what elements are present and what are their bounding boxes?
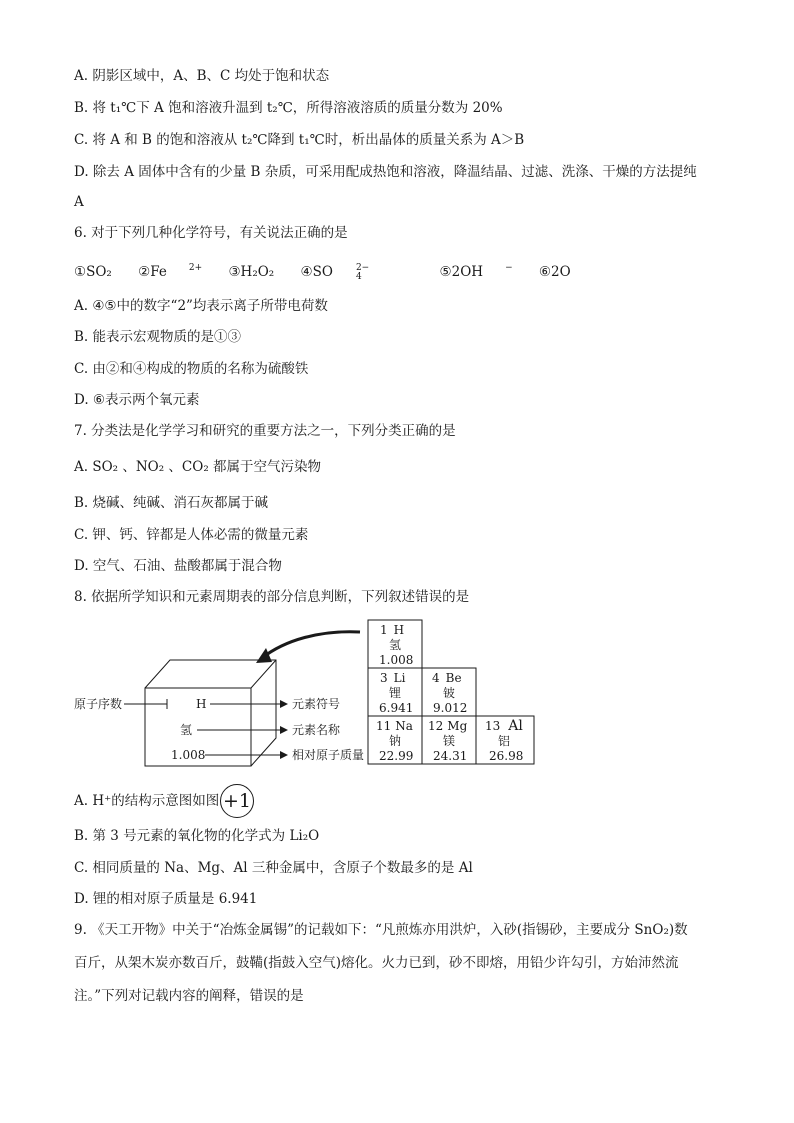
q6-option-b: B. 能表示宏观物质的是①③: [74, 329, 242, 345]
svg-text:3Li: 3 Li: [380, 671, 406, 685]
svg-text:9.012: 9.012: [433, 701, 468, 715]
label-element-symbol: 元素符号: [292, 697, 341, 711]
q8-option-a: A. H⁺的结构示意图如图: [74, 793, 220, 809]
svg-text:24.31: 24.31: [433, 749, 468, 763]
svg-text:氢: 氢: [389, 638, 402, 652]
cell-hydrogen: [379, 623, 413, 667]
q7-option-a: A. SO₂ 、NO₂ 、CO₂ 都属于空气污染物: [74, 459, 322, 475]
svg-text:锂: 锂: [389, 686, 402, 700]
svg-text:12Mg: 12 Mg: [428, 719, 468, 733]
svg-text:1.008: 1.008: [379, 653, 414, 667]
label-atomic-number: 原子序数: [74, 697, 123, 711]
svg-text:13Al: 13 Al: [485, 718, 523, 734]
svg-text:6.941: 6.941: [379, 701, 414, 715]
symbol-h2o2: ③H₂O₂: [228, 264, 275, 280]
hydrogen-ion-structure-diagram: +1: [220, 784, 254, 818]
cell-magnesium: [428, 719, 468, 763]
q7-option-d: D. 空气、石油、盐酸都属于混合物: [74, 558, 282, 574]
svg-text:11Na: 11 Na: [376, 719, 413, 733]
q7-stem: 7. 分类法是化学学习和研究的重要方法之一，下列分类正确的是: [74, 423, 456, 439]
q7-option-b: B. 烧碱、纯碱、消石灰都属于碱: [74, 495, 269, 511]
q8-stem: 8. 依据所学知识和元素周期表的部分信息判断，下列叙述错误的是: [74, 589, 470, 605]
q5-option-d: D. 除去 A 固体中含有的少量 B 杂质，可采用配成热饱和溶液，降温结晶、过滤、洗涤、干燥的方法提纯: [74, 164, 697, 180]
q6-stem: 6. 对于下列几种化学符号，有关说法正确的是: [74, 225, 348, 241]
svg-text:钠: 钠: [389, 734, 402, 748]
q7-option-c: C. 钾、钙、锌都是人体必需的微量元素: [74, 527, 309, 543]
q6-option-a: A. ④⑤中的数字“2”均表示离子所带电荷数: [74, 298, 328, 314]
symbol-so2: ①SO₂: [74, 264, 112, 280]
svg-text:铍: 铍: [443, 686, 456, 700]
symbol-fe-ion: ②Fe $^{2+}$: [138, 263, 203, 280]
svg-text:铝: 铝: [498, 734, 511, 748]
periodic-table-figure: [0, 610, 794, 780]
svg-text:4Be: 4 Be: [432, 671, 462, 685]
q5-option-a: A. 阴影区域中，A、B、C 均处于饱和状态: [74, 68, 330, 84]
q5-option-d-continued: A: [74, 194, 84, 210]
cube-mass: 1.008: [171, 748, 206, 762]
q8-option-d: D. 锂的相对原子质量是 6.941: [74, 891, 258, 907]
symbol-sulfate-ion: ④SO 2− 4: [300, 262, 370, 282]
svg-text:26.98: 26.98: [489, 749, 524, 763]
curved-arrow-icon: [262, 632, 360, 658]
cell-aluminum: [485, 718, 523, 763]
q5-option-b: B. 将 t₁℃下 A 饱和溶液升温到 t₂℃，所得溶液溶质的质量分数为 20%: [74, 100, 503, 116]
q6-symbol-row: [74, 259, 593, 282]
q9-line-3: 注。”下列对记载内容的阐释，错误的是: [74, 988, 304, 1004]
q6-option-d: D. ⑥表示两个氧元素: [74, 392, 200, 408]
symbol-hydroxide: ⑤2OH −: [439, 263, 513, 280]
label-element-name: 元素名称: [292, 723, 341, 737]
svg-text:1H: 1 H: [380, 623, 405, 637]
cell-beryllium: [432, 671, 467, 715]
cell-sodium: [376, 719, 413, 763]
cube-symbol: H: [196, 697, 207, 711]
q9-line-2: 百斤，从架木炭亦数百斤，鼓鞴(指鼓入空气)熔化。火力已到，砂不即熔，用铅少许勾引，方始沛然流: [74, 955, 679, 971]
q8-option-c: C. 相同质量的 Na、Mg、Al 三种金属中，含原子个数最多的是 Al: [74, 860, 473, 876]
symbol-2o: ⑥2O: [538, 264, 571, 280]
cube-name: 氢: [180, 723, 193, 737]
q8-option-b: B. 第 3 号元素的氧化物的化学式为 Li₂O: [74, 828, 320, 844]
element-cube-diagram: [145, 660, 276, 766]
label-relative-atomic-mass: 相对原子质量: [292, 748, 365, 762]
q6-option-c: C. 由②和④构成的物质的名称为硫酸铁: [74, 361, 309, 377]
q5-option-c: C. 将 A 和 B 的饱和溶液从 t₂℃降到 t₁℃时，析出晶体的质量关系为 A＞B: [74, 132, 525, 148]
arrow-head-icon: [256, 648, 272, 663]
q9-line-1: 9. 《天工开物》中关于“冶炼金属锡”的记载如下：“凡煎炼亦用洪炉，入砂(指锡砂，主要成分 SnO₂)数: [74, 922, 688, 938]
cell-lithium: [379, 671, 413, 715]
svg-text:22.99: 22.99: [379, 749, 414, 763]
svg-text:镁: 镁: [443, 734, 456, 748]
